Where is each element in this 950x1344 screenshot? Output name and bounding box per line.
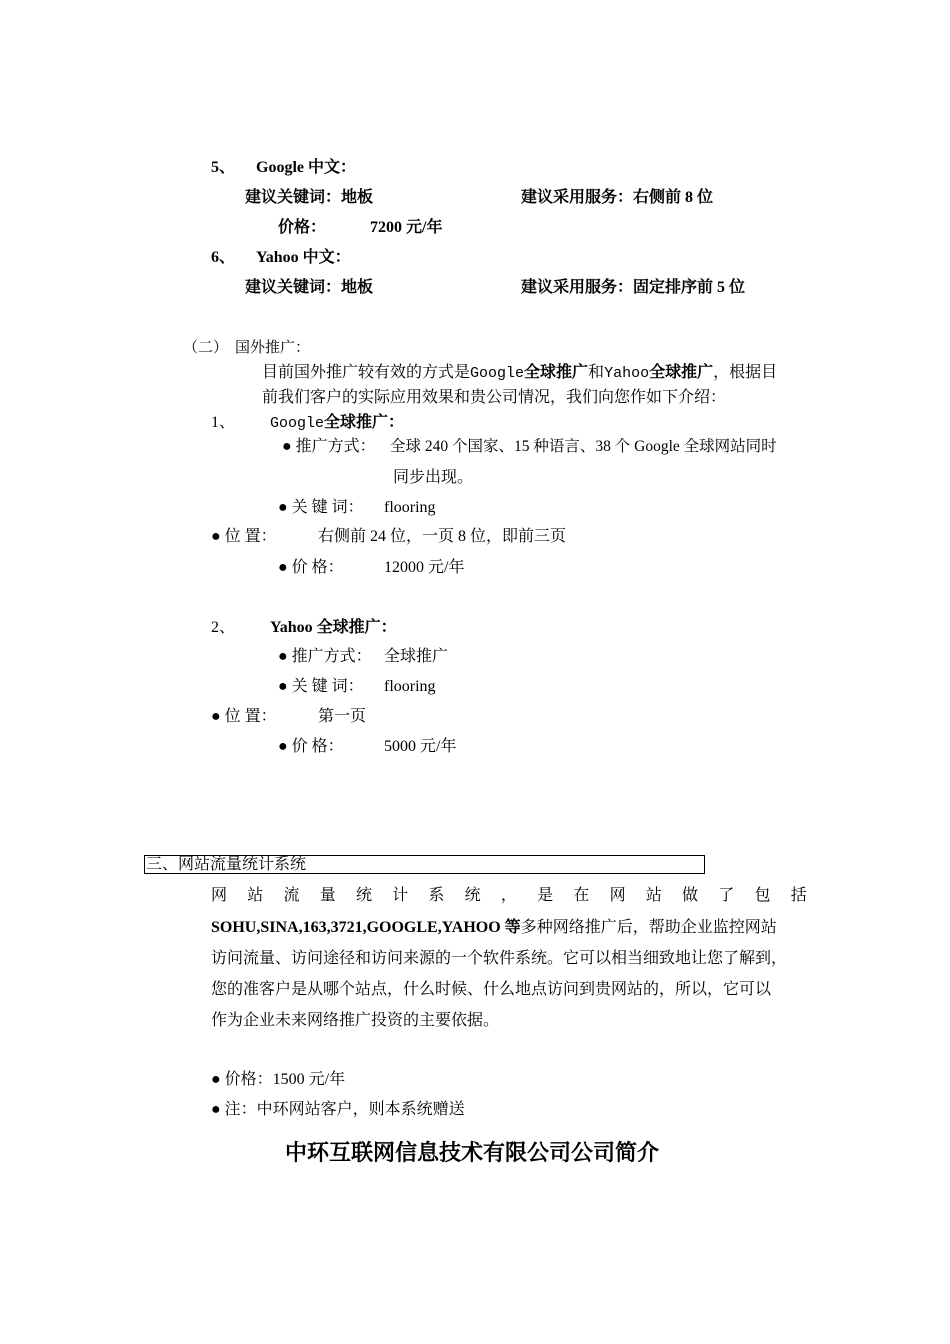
google-keyword-value: flooring [384,499,436,516]
line1-char: ， [500,887,517,904]
intro-text-1: 目前国外推广较有效的方式是 [262,364,471,381]
item6-title: Yahoo 中文： [256,249,351,266]
item6-number: 6、 [211,249,236,266]
item5-price-label: 价格： [278,219,327,236]
intro-yahoo-bold: 全球推广 [649,364,714,381]
yahoo-position-label: ● 位 置： [211,708,277,725]
google-method-label: ● 推广方式： [282,438,376,455]
yahoo-keyword-label: ● 关 键 词： [278,678,364,695]
google-method-value: 全球 240 个国家、15 种语言、38 个 Google 全球网站同时 [390,438,777,455]
line1-char: 网 [211,887,228,904]
intro-google-bold: 全球推广 [524,364,589,381]
line1-char: 站 [645,887,662,904]
line1-char: 统 [355,887,372,904]
line1-char: 统 [464,887,481,904]
yahoo-keyword-value: flooring [384,678,436,695]
traffic-section-title: 三、网站流量统计系统 [146,856,307,873]
line1-char: 是 [537,887,554,904]
line1-char: 计 [392,887,409,904]
intro-and: 和 [588,364,605,381]
line1-char: 做 [682,887,699,904]
item5-price-value: 7200 元/年 [370,219,443,236]
item6-service: 建议采用服务：固定排序前 5 位 [521,279,746,296]
google-keyword-label: ● 关 键 词： [278,499,364,516]
intro-google: Google [470,365,525,382]
intro-yahoo: Yahoo [604,365,650,382]
google-title-en: Google [270,415,325,432]
yahoo-method-label: ● 推广方式： [278,648,372,665]
foreign-intro-line2: 前我们客户的实际应用效果和贵公司情况，我们向您作如下介绍： [262,389,727,406]
google-position-value: 右侧前 24 位，一页 8 位，即前三页 [318,528,567,545]
line1-char: 站 [247,887,264,904]
yahoo-number: 2、 [211,619,236,636]
foreign-heading: 国外推广： [235,340,311,356]
google-number: 1、 [211,414,236,431]
google-price-value: 12000 元/年 [384,559,465,576]
traffic-section-header [144,855,705,874]
google-method-value-2: 同步出现。 [393,469,474,486]
traffic-line1 [211,886,807,906]
google-title-cn: 全球推广： [324,414,405,431]
traffic-line2 [211,918,807,938]
line1-char: 括 [790,887,807,904]
traffic-line5: 作为企业未来网络推广投资的主要依据。 [211,1012,500,1029]
yahoo-price-value: 5000 元/年 [384,738,457,755]
item5-keyword: 建议关键词：地板 [245,189,374,206]
intro-text-2: ，根据目 [713,364,778,381]
traffic-note: ● 注：中环网站客户，则本系统赠送 [211,1101,465,1118]
company-intro-title: 中环互联网信息技术有限公司公司简介 [285,1140,660,1165]
yahoo-title: Yahoo 全球推广： [270,619,397,636]
traffic-price: ● 价格：1500 元/年 [211,1071,346,1088]
item5-service: 建议采用服务：右侧前 8 位 [521,189,714,206]
google-price-label: ● 价 格： [278,559,344,576]
traffic-line2-rest: 多种网络推广后，帮助企业监控网站 [520,919,777,936]
line1-char: 网 [609,887,626,904]
item5-title: Google 中文： [256,159,356,176]
traffic-line4: 您的准客户是从哪个站点，什么时候、什么地点访问到贵网站的，所以，它可以 [211,981,772,998]
yahoo-price-label: ● 价 格： [278,738,344,755]
line1-char: 包 [754,887,771,904]
line1-char: 了 [718,887,735,904]
foreign-intro-line1 [262,363,777,384]
google-title [270,413,404,434]
item5-number: 5、 [211,159,236,176]
yahoo-method-value: 全球推广 [384,648,449,665]
google-position-label: ● 位 置： [211,528,277,545]
line1-char: 流 [283,887,300,904]
traffic-line3: 访问流量、访问途径和访问来源的一个软件系统。它可以相当细致地让您了解到， [211,950,788,967]
traffic-portals: SOHU,SINA,163,3721,GOOGLE,YAHOO 等 [211,919,521,936]
yahoo-position-value: 第一页 [318,708,367,725]
line1-char: 在 [573,887,590,904]
line1-char: 量 [319,887,336,904]
item6-keyword: 建议关键词：地板 [245,279,374,296]
foreign-heading-number: （二） [183,340,229,356]
line1-char: 系 [428,887,445,904]
